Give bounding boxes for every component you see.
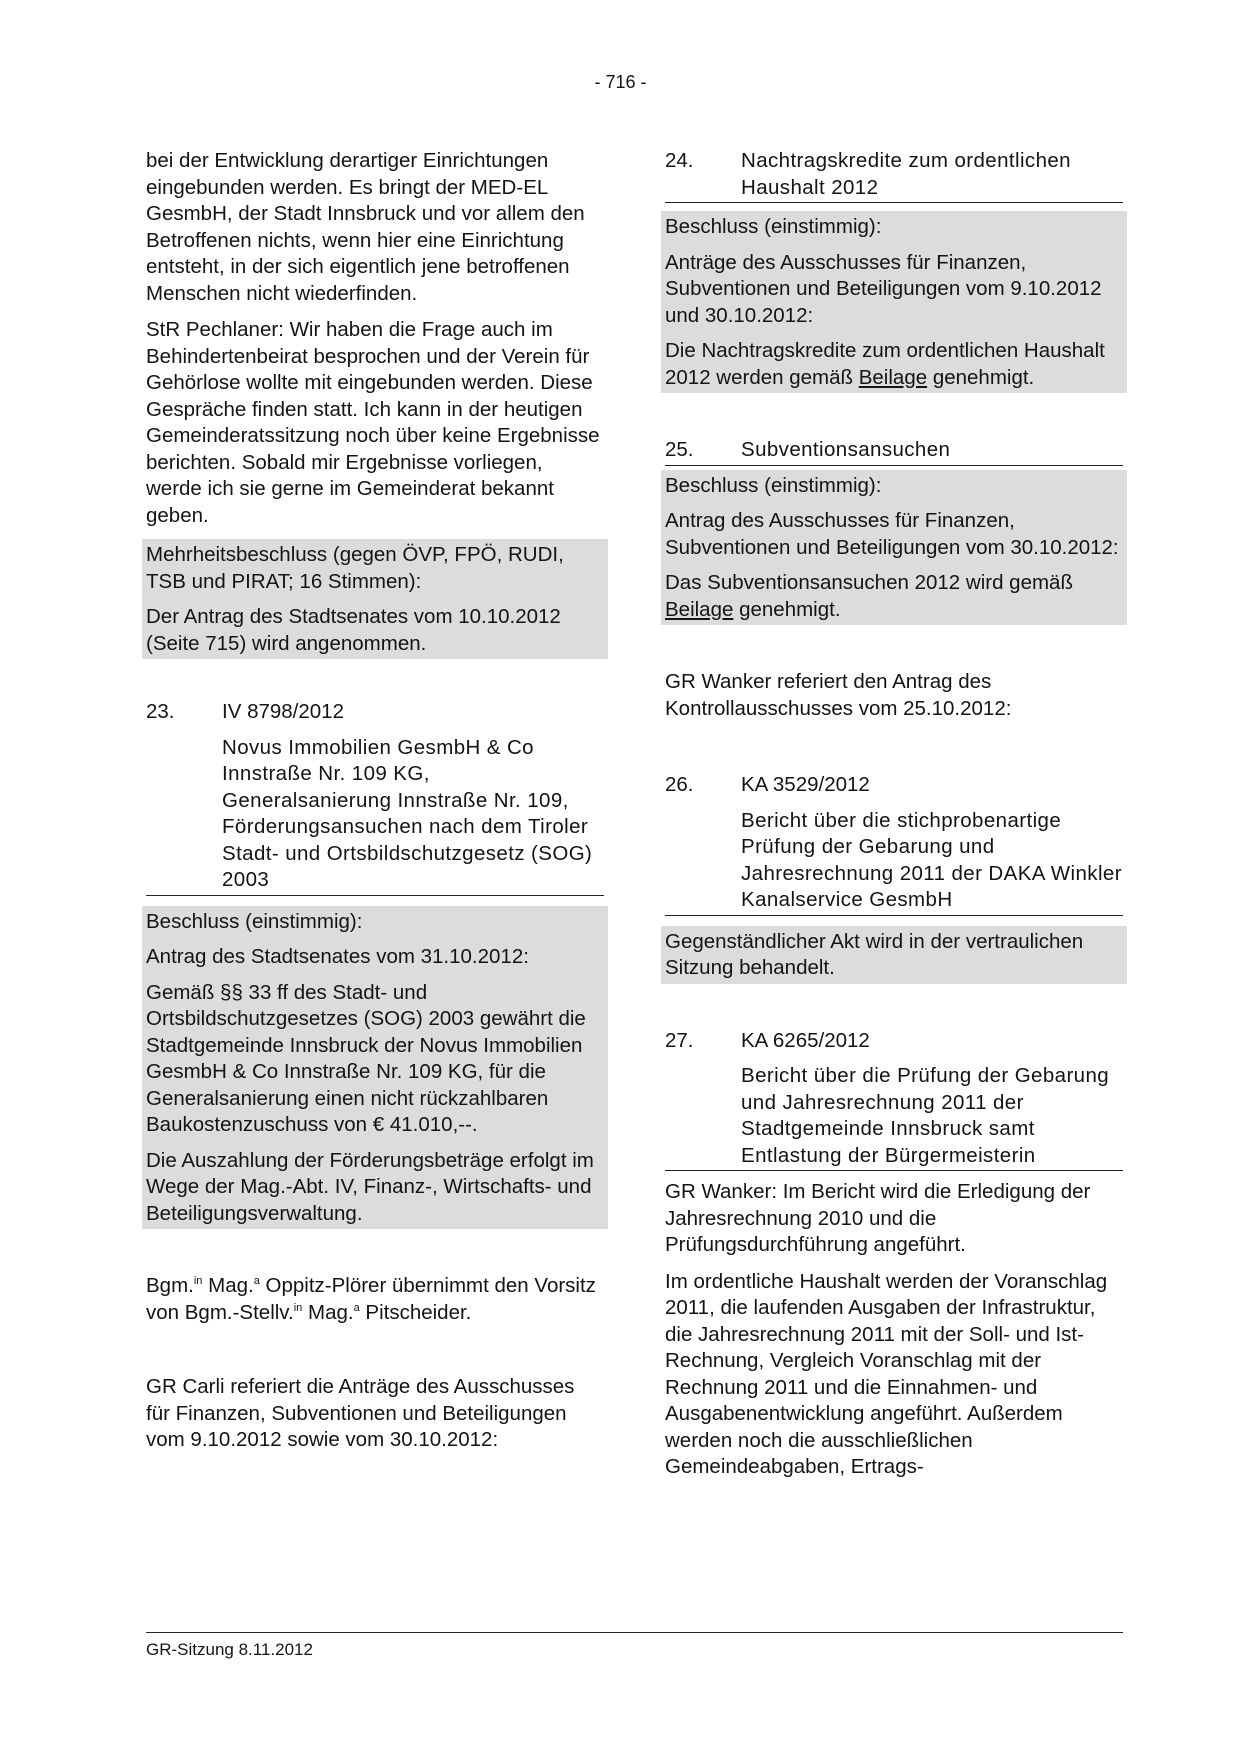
resolution-box xyxy=(661,470,1127,626)
footer-divider xyxy=(146,1632,1123,1633)
item-number: 23. xyxy=(146,700,175,723)
item-title: KA 6265/2012 xyxy=(741,1028,870,1052)
attachment-link[interactable]: Beilage xyxy=(665,597,734,621)
item-subtitle: Bericht über die stichprobenartige Prüfung der Gebarung und Jahresrechnung 2011 der DAKA Winkler Kanalservice GesmbH xyxy=(741,808,1122,911)
page-number: - 716 - xyxy=(594,72,647,92)
resolution-type: Mehrheitsbeschluss (gegen ÖVP, FPÖ, RUDI, TSB und PIRAT; 16 Stimmen): xyxy=(146,543,564,593)
resolution-text: Antrag des Ausschusses für Finanzen, Subventionen und Beteiligungen vom 30.10.2012: xyxy=(665,509,1119,559)
agenda-item-24 xyxy=(665,148,1123,203)
resolution-text: Der Antrag des Stadtsenates vom 10.10.2012 (Seite 715) wird angenommen. xyxy=(146,605,561,655)
resolution-box xyxy=(661,926,1127,984)
resolution-text: Anträge des Ausschusses für Finanzen, Subventionen und Beteiligungen vom 9.10.2012 und 30.10.2012: xyxy=(665,250,1102,327)
footer: GR-Sitzung 8.11.2012 xyxy=(146,1640,313,1659)
attachment-link[interactable]: Beilage xyxy=(858,365,928,389)
resolution-text: Das Subventionsansuchen 2012 wird gemäß Beilage genehmigt. xyxy=(665,571,1073,621)
resolution-text: Gegenständlicher Akt wird in der vertraulichen Sitzung behandelt. xyxy=(665,929,1084,979)
paragraph: GR Wanker referiert den Antrag des Kontrollausschusses vom 25.10.2012: xyxy=(665,670,1012,720)
resolution-text: Die Auszahlung der Förderungsbeträge erfolgt im Wege der Mag.-Abt. IV, Finanz-, Wirtschafts- und Beteiligungsverwaltung. xyxy=(146,1148,594,1225)
resolution-text: Gemäß §§ 33 ff des Stadt- und Ortsbildschutzgesetzes (SOG) 2003 gewährt die Stadtgemeinde Innsbruck der Novus Immobilien GesmbH & Co Innstraße Nr. 109 KG, für die Generalsanierung einen nicht rückzahlbaren Baukostenzuschuss von € 41.010,--. xyxy=(146,980,586,1136)
item-title: Subventionsansuchen xyxy=(741,438,951,461)
paragraph: bei der Entwicklung derartiger Einrichtungen eingebunden werden. Es bringt der MED-EL GesmbH, der Stadt Innsbruck und vor allem den Betroffenen nichts, wenn hier eine Einrichtung entsteht, in der sich eigentlich jene betroffenen Menschen nicht wiederfinden. xyxy=(146,149,585,305)
item-title: IV 8798/2012 xyxy=(222,700,344,723)
chair-change-note: Bgm.$^{in}$ Mag.$^a$ Oppitz-Plörer übernimmt den Vorsitz von Bgm.-Stellv.$^{in}$ Mag.$^a$ Pitscheider. xyxy=(146,1274,596,1324)
item-number: 27. xyxy=(665,1028,694,1052)
item-subtitle: Novus Immobilien GesmbH & Co Innstraße Nr. 109 KG, Generalsanierung Innstraße Nr. 109, Förderungsansuchen nach dem Tiroler Stadt- und Ortsbildschutzgesetz (SOG) 2003 xyxy=(222,735,593,891)
resolution-box xyxy=(142,539,608,659)
left-column xyxy=(146,148,604,1464)
item-number: 24. xyxy=(665,149,694,172)
agenda-item-27 xyxy=(665,1028,1123,1172)
paragraph: GR Carli referiert die Anträge des Ausschusses für Finanzen, Subventionen und Beteiligungen vom 9.10.2012 sowie vom 30.10.2012: xyxy=(146,1375,575,1451)
item-number: 26. xyxy=(665,773,694,796)
item-number: 25. xyxy=(665,438,694,461)
item-subtitle: Bericht über die Prüfung der Gebarung und Jahresrechnung 2011 der Stadtgemeinde Innsbruck samt Entlastung der Bürgermeisterin xyxy=(741,1064,1110,1167)
resolution-type: Beschluss (einstimmig): xyxy=(665,215,882,238)
item-title: KA 3529/2012 xyxy=(741,773,870,796)
agenda-item-26 xyxy=(665,772,1123,916)
resolution-text: Die Nachtragskredite zum ordentlichen Haushalt 2012 werden gemäß Beilage genehmigt. xyxy=(665,339,1105,389)
item-title: Nachtragskredite zum ordentlichen Haushalt 2012 xyxy=(741,149,1071,199)
right-column xyxy=(665,148,1123,1491)
resolution-type: Beschluss (einstimmig): xyxy=(146,909,363,933)
agenda-item-25 xyxy=(665,437,1123,466)
resolution-type: Beschluss (einstimmig): xyxy=(665,473,882,497)
paragraph: StR Pechlaner: Wir haben die Frage auch im Behindertenbeirat besprochen und der Verein für Gehörlose wollte mit eingebunden werden. Diese Gespräche finden statt. Ich kann in der heutigen Gemeinderatssitzung noch über keine Ergebnisse berichten. Sobald mir Ergebnisse vorliegen, werde ich sie gerne im Gemeinderat bekannt geben. xyxy=(146,318,600,527)
resolution-box xyxy=(661,211,1127,393)
resolution-text: Antrag des Stadtsenates vom 31.10.2012: xyxy=(146,945,529,968)
paragraph: GR Wanker: Im Bericht wird die Erledigung der Jahresrechnung 2010 und die Prüfungsdurchführung angeführt. xyxy=(665,1180,1091,1256)
resolution-box xyxy=(142,906,608,1230)
paragraph: Im ordentliche Haushalt werden der Voranschlag 2011, die laufenden Ausgaben der Infrastruktur, die Jahresrechnung 2011 mit der Soll- und Ist-Rechnung, Vergleich Voranschlag mit der Rechnung 2011 und die Einnahmen- und Ausgabenentwicklung angeführt. Außerdem werden noch die ausschließlichen Gemeindeabgaben, Ertrags- xyxy=(665,1269,1108,1478)
agenda-item-23 xyxy=(146,699,604,896)
